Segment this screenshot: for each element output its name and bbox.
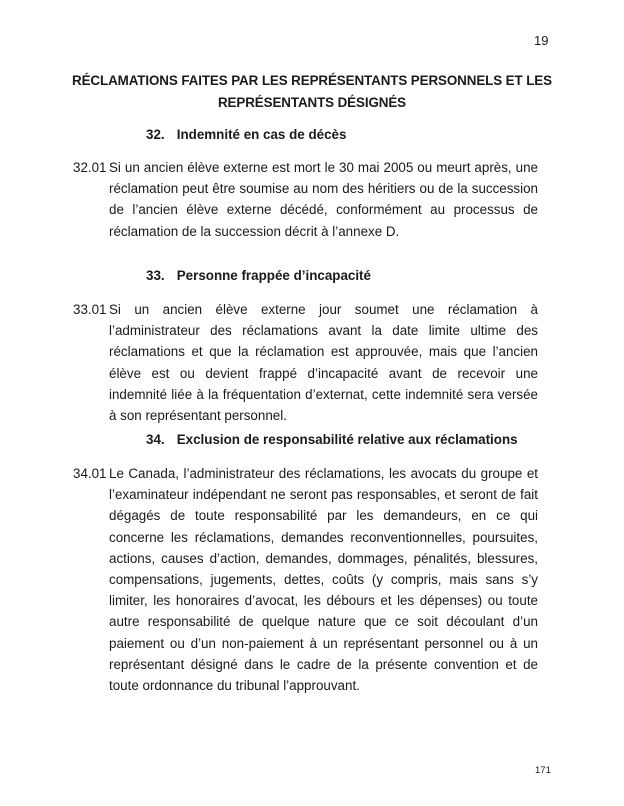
paragraph-number: 33.01 (73, 302, 107, 317)
section-number: 32. (146, 127, 165, 142)
paragraph-number: 34.01 (73, 466, 107, 481)
paragraph-text: Si un ancien élève externe jour soumet une réclamation à l’administrateur des réclamations avant la date limite ultime des réclamations et que la réclamation est approuvée, mais que l’ancien élève est ou devient frappé d’incapacité avant de recevoir une indemnité liée à la fréquentation d’externat, cette indemnité sera versée à son représentant personnel. (109, 302, 538, 424)
document-title (60, 70, 564, 114)
section-number: 33. (146, 268, 165, 283)
section-heading-34 (146, 431, 518, 449)
paragraph-34-01 (73, 463, 538, 696)
section-heading-33 (146, 267, 371, 285)
section-number: 34. (146, 432, 165, 447)
paragraph-text: Le Canada, l’administrateur des réclamations, les avocats du groupe et l’examinateur indépendant ne seront pas responsables, et seront de fait dégagés de toute responsabilité par les demandeurs, en ce qui concerne les réclamations, demandes reconventionnelles, poursuites, actions, causes d’action, demandes, dommages, pénalités, blessures, compensations, jugements, dettes, coûts (y compris, mais sans s’y limiter, les honoraires d’avocat, les débours et les dépenses) ou toute autre responsabilité de quelque nature que ce soit découlant d’un paiement ou d’un non-paiement à un représentant personnel ou à un représentant désigné dans le cadre de la présente convention et de toute ordonnance du tribunal l’approuvant. (109, 466, 538, 694)
document-title-line-1: RÉCLAMATIONS FAITES PAR LES REPRÉSENTANTS PERSONNELS ET LES (72, 73, 552, 88)
page-number-bottom: 171 (535, 765, 551, 776)
section-title: Exclusion de responsabilité relative aux réclamations (176, 432, 518, 447)
paragraph-number: 32.01 (73, 160, 107, 175)
section-heading-32 (146, 126, 346, 144)
page-number-top: 19 (534, 33, 549, 48)
document-title-line-2: REPRÉSENTANTS DÉSIGNÉS (217, 95, 407, 110)
paragraph-32-01 (73, 157, 538, 242)
paragraph-text: Si un ancien élève externe est mort le 30 mai 2005 ou meurt après, une réclamation peut être soumise au nom des héritiers ou de la succession de l’ancien élève externe décédé, conformément au processus de réclamation de la succession décrit à l’annexe D. (109, 160, 538, 239)
section-title: Indemnité en cas de décès (176, 127, 347, 142)
section-title: Personne frappée d’incapacité (176, 268, 371, 283)
paragraph-33-01 (73, 299, 538, 426)
